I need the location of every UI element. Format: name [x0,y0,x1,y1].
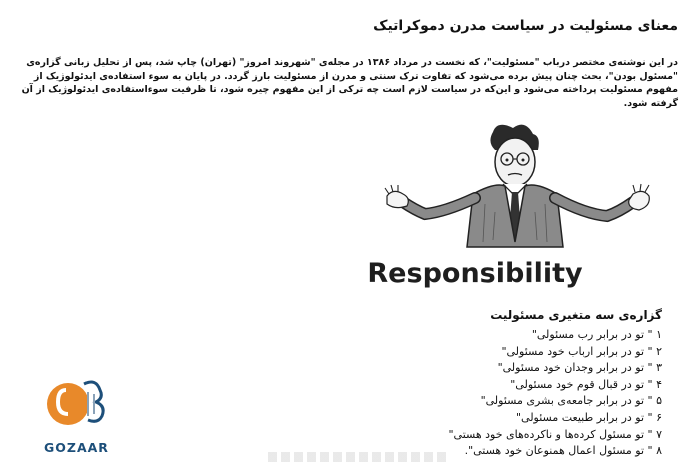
list-item: ۶ " تو در برابر طبیعت مسئولی" [515,410,662,424]
list-item: ۵ " تو در برابر جامعه‌ی بشری مسئولی" [480,394,662,408]
list-item: ۱ " تو در برابر رب مسئولی" [531,328,662,341]
intro-paragraph: در این نوشته‌ی مختصر درباب "مسئولیت"، که نخست در مرداد ۱۳۸۶ در مجله‌ی "شهروند امروز" (تهران) چاپ شد، پس از تحلیل زبانی گزاره‌ی "مسئول بودن"، بحث چنان پیش برده می‌شود که تفاوت ترک سنتی و مدرن از مسئولیت بارز گردد. در پایان به سوء استفاده‌ی ایدئولوژیک از مفهوم مسئولیت پرداخته می‌شود و این‌که در سیاست لازم است چه ترکی از این مفهوم چیره شود، تا ظرفیت سوء‌استفاده‌ی ایدئولوژیک از آن گرفته شود. [21,57,678,109]
list-item: ۴ " تو در قبال قوم خود مسئولی" [510,377,662,391]
figure-caption: Responsibility [367,258,583,289]
responsibility-figure [345,122,690,300]
list-item: ۳ " تو در برابر وجدان خود مسئولی" [497,361,662,375]
logo-text: GOZAAR [44,440,109,455]
page-title: معنای مسئولیت در سیاست مدرن دموکراتیک [373,18,678,34]
list-heading: گزاره‌ی سه متغیری مسئولیت [490,308,662,322]
list-item: ۷ " تو مسئول کرده‌ها و ناکرده‌های خود هستی" [448,427,662,441]
faded-footer-text [268,452,448,462]
list-item: ۲ " تو در برابر ارباب خود مسئولی" [501,344,662,358]
responsibility-list [448,327,662,460]
list-item: ۸ " تو مسئول اعمال همنوعان خود هستی". [464,444,662,458]
shrugging-man-illustration [345,122,690,300]
